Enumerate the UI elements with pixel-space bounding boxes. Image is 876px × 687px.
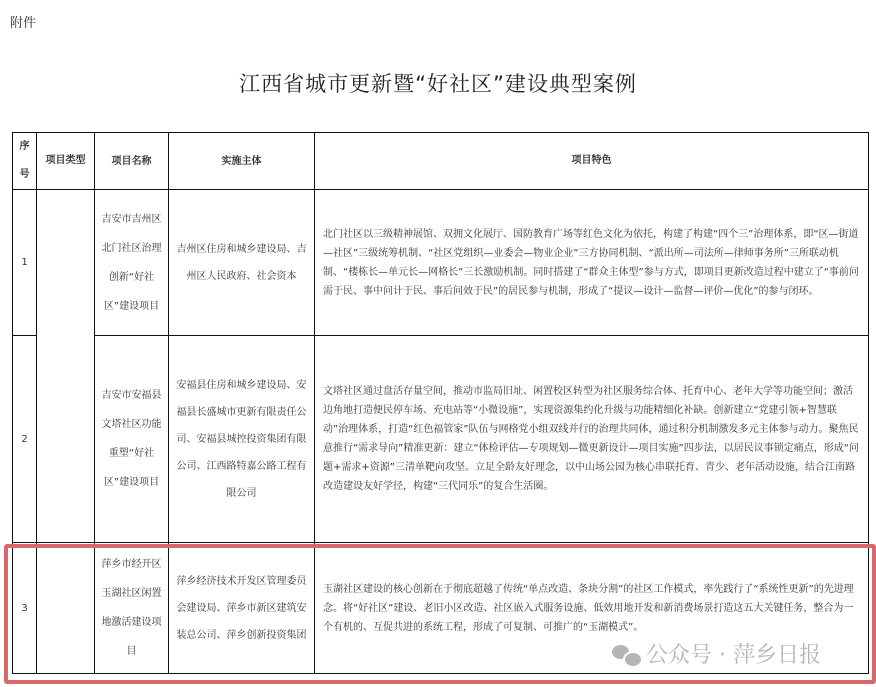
page-title: 江西省城市更新暨“好社区”建设典型案例 — [239, 72, 637, 96]
header-name: 项目名称 — [95, 133, 169, 190]
row-org: 萍乡经济技术开发区管理委员会建设局、萍乡市新区建筑安装总公司、萍乡创新投资集团 — [169, 543, 315, 674]
header-type: 项目类型 — [37, 133, 95, 190]
header-no: 序号 — [13, 133, 37, 190]
table-row — [13, 190, 869, 336]
row-no: 3 — [13, 543, 37, 674]
row-no: 2 — [13, 336, 37, 543]
row-name: 吉安市安福县文塔社区功能重塑“好社区”建设项目 — [95, 336, 169, 543]
table-row — [13, 336, 869, 543]
attachment-label: 附件 — [10, 16, 37, 31]
watermark — [612, 638, 821, 669]
row-org: 吉州区住房和城乡建设局、吉州区人民政府、社会资本 — [169, 190, 315, 336]
row-type — [37, 543, 95, 674]
header-org: 实施主体 — [169, 133, 315, 190]
row-feature: 玉湖社区建设的核心创新在于彻底超越了传统“单点改造、条块分割”的社区工作模式，率先践行了“系统性更新”的先进理念。将“好社区”建设、老旧小区改造、社区嵌入式服务设施、低效用地开发和新消费场景打造这五大关键任务，整合为一个有机的、互促共进的系统工程，形成了可复制、可推广的“玉湖模式”。 — [315, 543, 869, 674]
row-name: 吉安市吉州区北门社区治理创新“好社区”建设项目 — [95, 190, 169, 336]
table-header-row — [13, 133, 869, 190]
row-org: 安福县住房和城乡建设局、安福县长盛城市更新有限责任公司、安福县城控投资集团有限公司、江西路特嘉公路工程有限公司 — [169, 336, 315, 543]
watermark-text: 公众号 · 萍乡日报 — [646, 643, 821, 668]
row-no: 1 — [13, 190, 37, 336]
header-feature: 项目特色 — [315, 133, 869, 190]
row-type — [37, 190, 95, 543]
row-feature: 文塔社区通过盘活存量空间，推动市监局旧址、闲置校区转型为社区服务综合体、托育中心、老年大学等功能空间；激活边角地打造便民停车场、充电站等“小微设施”，实现资源集约化升级与功能精细化补缺。创新建立“党建引领+智慧联动”治理体系，打造“红色福管家”队伍与网格党小组双线并行的治理共同体，通过积分机制激发多元主体参与动力。聚焦民意推行“需求导向”精准更新：建立“体检评估—专项规划—微更新设计—项目实施”四步法，以居民议事锁定痛点，形成“问题+需求+资源”三清单靶向攻坚。立足全龄友好理念，以中山场公园为核心串联托育、青少、老年活动设施，结合江南路改造建设友好学径，构建“三代同乐”的复合生活圈。 — [315, 336, 869, 543]
row-feature: 北门社区以三级精神展馆、双拥文化展厅、国防教育广场等红色文化为依托，构建了构建“四个三”治理体系，即“区—街道—社区”三级统筹机制、“社区党组织—业委会—物业企业”三方协同机制、“派出所—司法所—律师事务所”三所联动机制、“楼栋长—单元长—网格长”三长激励机制。同时搭建了“群众主体型”参与方式，即项目更新改造过程中建立了“事前问需于民、事中问计于民、事后问效于民”的居民参与机制，形成了“提议—设计—监督—评价—优化”的参与闭环。 — [315, 190, 869, 336]
row-name: 萍乡市经开区玉湖社区闲置地激活建设项目 — [95, 543, 169, 674]
wechat-icon — [612, 643, 640, 665]
case-table — [12, 132, 869, 674]
